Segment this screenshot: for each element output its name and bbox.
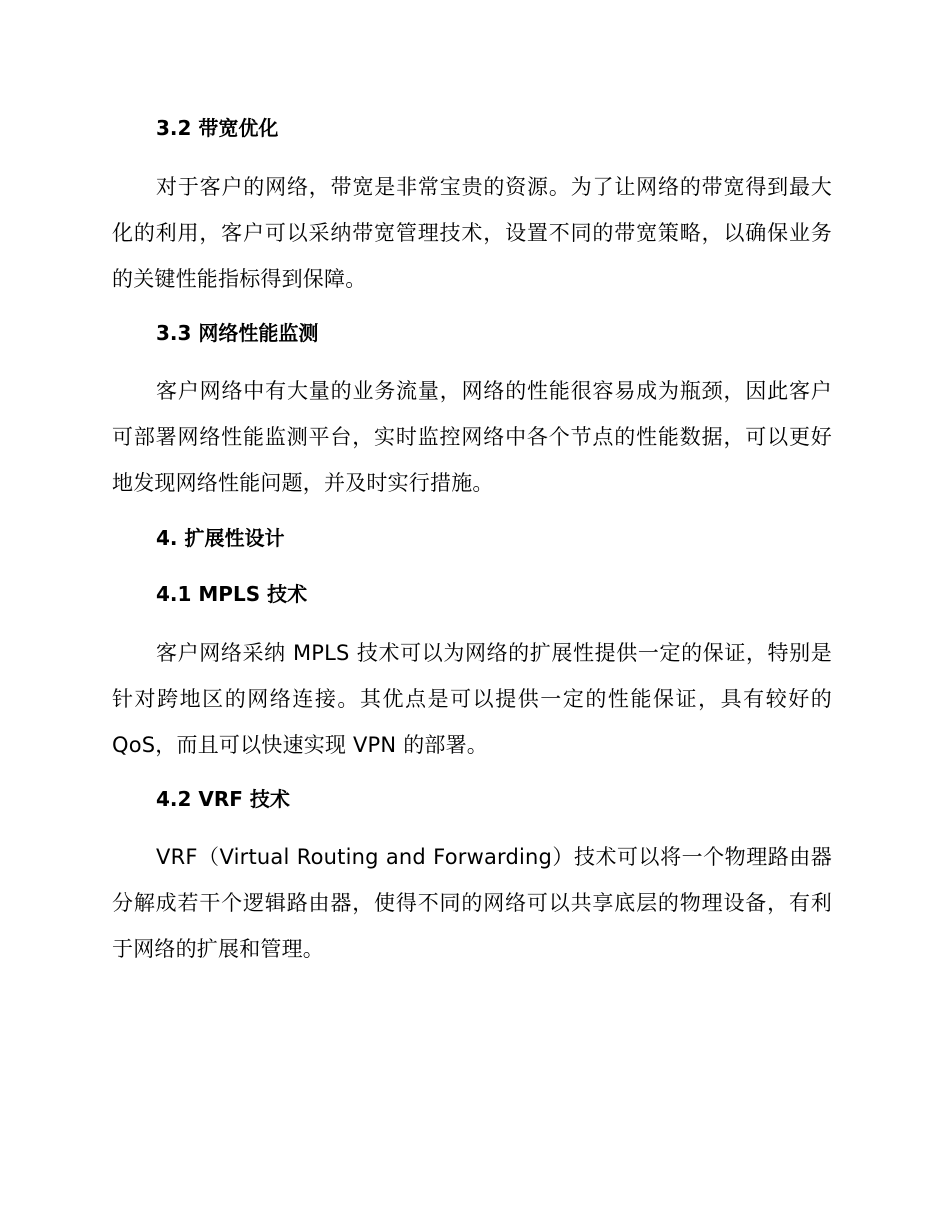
section-heading-3-2: 3.2 带宽优化 [156,116,279,140]
section-paragraph-4-2: VRF（Virtual Routing and Forwarding）技术可以将一个物理路由器分解成若干个逻辑路由器，使得不同的网络可以共享底层的物理设备，有利于网络的扩展和管理。 [112,845,832,961]
section-heading-4-1: 4.1 MPLS 技术 [156,582,308,606]
section-heading-4-2: 4.2 VRF 技术 [156,787,290,811]
section-heading-4: 4. 扩展性设计 [156,526,285,550]
section-paragraph-3-3: 客户网络中有大量的业务流量，网络的性能很容易成为瓶颈，因此客户可部署网络性能监测平台，实时监控网络中各个节点的性能数据，可以更好地发现网络性能问题，并及时实行措施。 [112,379,832,495]
section-paragraph-4-1: 客户网络采纳 MPLS 技术可以为网络的扩展性提供一定的保证，特别是针对跨地区的网络连接。其优点是可以提供一定的性能保证，具有较好的 QoS，而且可以快速实现 VPN 的部署。 [112,641,832,757]
section-paragraph-3-2: 对于客户的网络，带宽是非常宝贵的资源。为了让网络的带宽得到最大化的利用，客户可以采纳带宽管理技术，设置不同的带宽策略，以确保业务的关键性能指标得到保障。 [112,175,832,291]
section-heading-3-3: 3.3 网络性能监测 [156,321,319,345]
